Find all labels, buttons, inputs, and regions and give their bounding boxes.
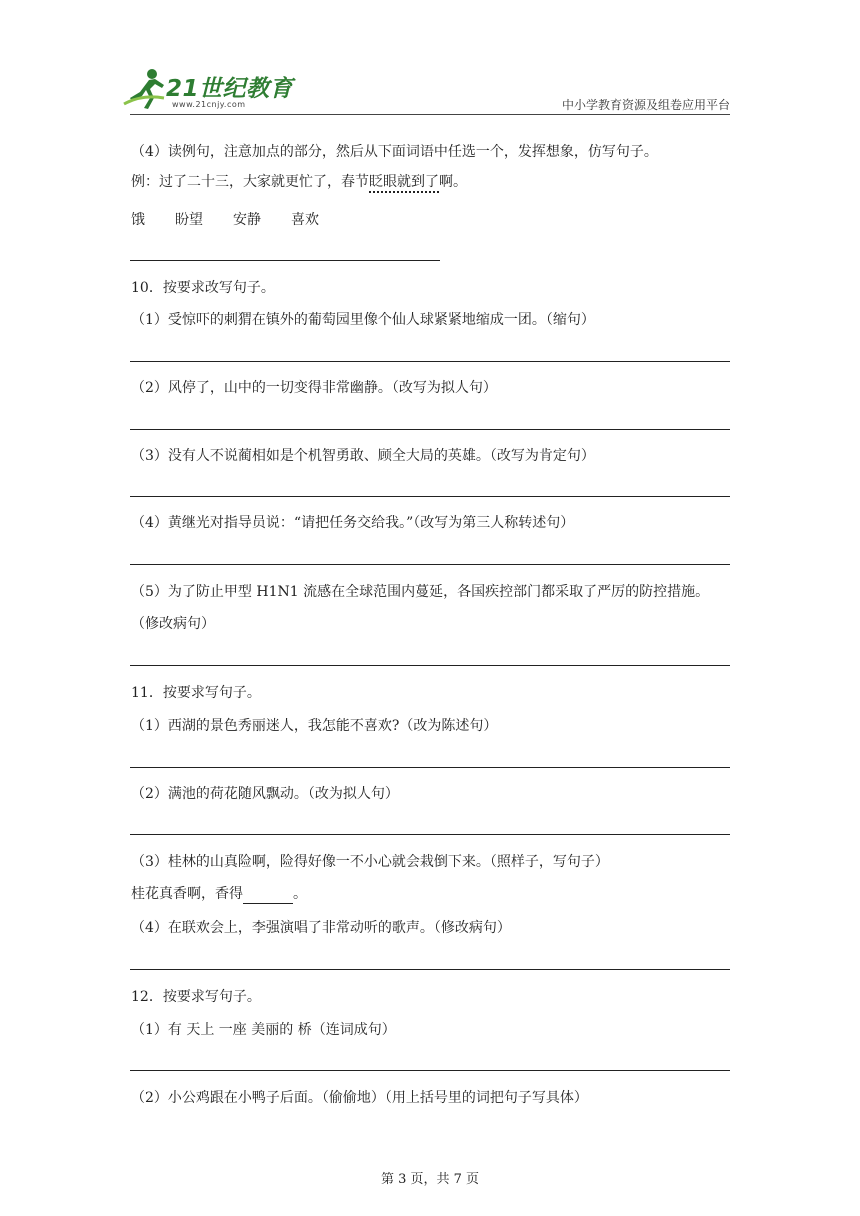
answer-line[interactable] [130, 361, 730, 362]
q11-item: （3）桂林的山真险啊，险得好像一不小心就会栽倒下来。（照样子，写句子） [131, 854, 609, 870]
answer-line[interactable] [130, 834, 730, 835]
word-choice: 喜欢 [291, 212, 319, 228]
q11-title: 11．按要求写句子。 [131, 685, 261, 701]
example-text-before: 例：过了二十三，大家就更忙了，春节 [131, 174, 369, 190]
example-text-after: 啊。 [439, 174, 467, 190]
q12-title: 12．按要求写句子。 [131, 989, 261, 1005]
q12-item: （2）小公鸡跟在小鸭子后面。（偷偷地）（用上括号里的词把句子写具体） [131, 1090, 588, 1106]
word-choice: 安静 [233, 212, 261, 228]
q10-title: 10．按要求改写句子。 [131, 280, 275, 296]
word-choices [131, 210, 349, 230]
answer-line[interactable] [130, 564, 730, 565]
q10-item: （5）为了防止甲型 H1N1 流感在全球范围内蔓延，各国疾控部门都采取了严厉的防控措施。 [131, 584, 710, 600]
answer-line[interactable] [130, 429, 730, 430]
fill-text-after: 。 [293, 886, 307, 902]
page-number: 第 3 页，共 7 页 [380, 1172, 480, 1187]
fill-text-before: 桂花真香啊，香得 [131, 886, 243, 902]
q11-item: （2）满池的荷花随风飘动。（改为拟人句） [131, 786, 399, 802]
answer-line[interactable] [130, 665, 730, 666]
answer-line[interactable] [130, 767, 730, 768]
q10-item-continued: （修改病句） [131, 616, 215, 632]
header-divider [130, 114, 730, 115]
logo-text: 21世纪教育 [166, 76, 294, 102]
answer-line[interactable] [130, 969, 730, 970]
word-choice: 盼望 [175, 212, 203, 228]
answer-line[interactable] [130, 496, 730, 497]
q11-item: （4）在联欢会上，李强演唱了非常动听的歌声。（修改病句） [131, 920, 511, 936]
q9-4-example [131, 172, 467, 192]
logo [122, 66, 302, 112]
q11-item: （1）西湖的景色秀丽迷人，我怎能不喜欢?（改为陈述句） [131, 718, 498, 734]
q11-fill-sentence [131, 884, 307, 904]
q10-item: （4）黄继光对指导员说：“请把任务交给我。”（改写为第三人称转述句） [131, 515, 575, 531]
example-dotted-emphasis: 眨眼就到了 [369, 174, 439, 193]
q12-item: （1）有 天上 一座 美丽的 桥（连词成句） [131, 1022, 396, 1038]
word-choice: 饿 [131, 212, 145, 228]
runner-logo-icon [122, 68, 166, 110]
q10-item: （2）风停了，山中的一切变得非常幽静。（改写为拟人句） [131, 380, 497, 396]
answer-line[interactable] [130, 1070, 730, 1071]
q9-4-prompt: （4）读例句，注意加点的部分，然后从下面词语中任选一个，发挥想象，仿写句子。 [131, 144, 658, 160]
answer-line[interactable] [130, 260, 440, 261]
fill-blank[interactable] [243, 889, 293, 904]
q10-item: （1）受惊吓的刺猬在镇外的葡萄园里像个仙人球紧紧地缩成一团。（缩句） [131, 312, 595, 328]
platform-label: 中小学教育资源及组卷应用平台 [561, 98, 730, 112]
q10-item: （3）没有人不说蔺相如是个机智勇敢、顾全大局的英雄。（改写为肯定句） [131, 448, 595, 464]
logo-url: www.21cnjy.com [172, 100, 246, 109]
